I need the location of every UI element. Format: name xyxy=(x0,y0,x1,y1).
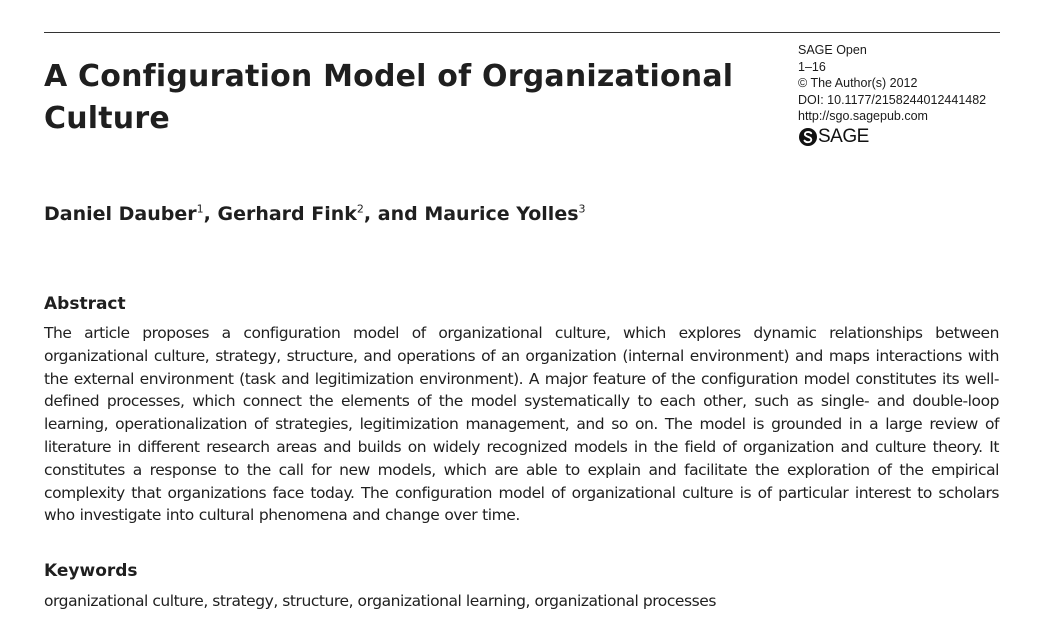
page-range: 1–16 xyxy=(798,59,826,74)
article-title: A Configuration Model of Organizational Culture xyxy=(44,59,734,136)
sage-wordmark: SAGE xyxy=(818,125,869,147)
author-list xyxy=(44,200,586,228)
copyright-notice: © The Author(s) 2012 xyxy=(798,76,918,90)
author-name: Gerhard Fink xyxy=(217,203,357,225)
author-separator: , xyxy=(203,203,218,225)
author-separator: , and xyxy=(363,203,425,225)
journal-meta xyxy=(798,42,1008,148)
author-affiliation-mark[interactable]: 2 xyxy=(356,202,364,216)
abstract-heading: Abstract xyxy=(44,294,126,314)
abstract-text: The article proposes a configuration model of organizational culture, which explores dynamic relationships between organizational culture, strategy, structure, and operations of an organization (internal environment) and maps interactions with the external environment (task and legitimization environment). A major feature of the configuration model constitutes its well-defined processes, which connect the elements of the model systematically to each other, such as single- and double-loop learning, operationalization of strategies, legitimization management, and so on. The model is grounded in a large review of literature in different research areas and builds on widely recognized models in the field of organization and culture theory. It constitutes a response to the call for new models, which are able to explain and facilitate the exploration of the empirical complexity that organizations face today. The configuration model of organizational culture is of particular interest to scholars who investigate into cultural phenomena and change over time. xyxy=(44,324,999,525)
sage-logo xyxy=(798,126,1008,148)
journal-url[interactable]: http://sgo.sagepub.com xyxy=(798,109,928,123)
keywords-text: organizational culture, strategy, structure, organizational learning, organizational processes xyxy=(44,592,716,610)
journal-name: SAGE Open xyxy=(798,43,867,57)
sage-s-icon xyxy=(798,127,818,147)
header-rule xyxy=(44,32,1000,33)
doi: DOI: 10.1177/2158244012441482 xyxy=(798,92,987,107)
author-name: Daniel Dauber xyxy=(44,203,197,225)
author-name: Maurice Yolles xyxy=(424,203,579,225)
author-affiliation-mark[interactable]: 1 xyxy=(196,202,204,216)
keywords-heading: Keywords xyxy=(44,561,138,581)
author-affiliation-mark[interactable]: 3 xyxy=(578,202,586,216)
